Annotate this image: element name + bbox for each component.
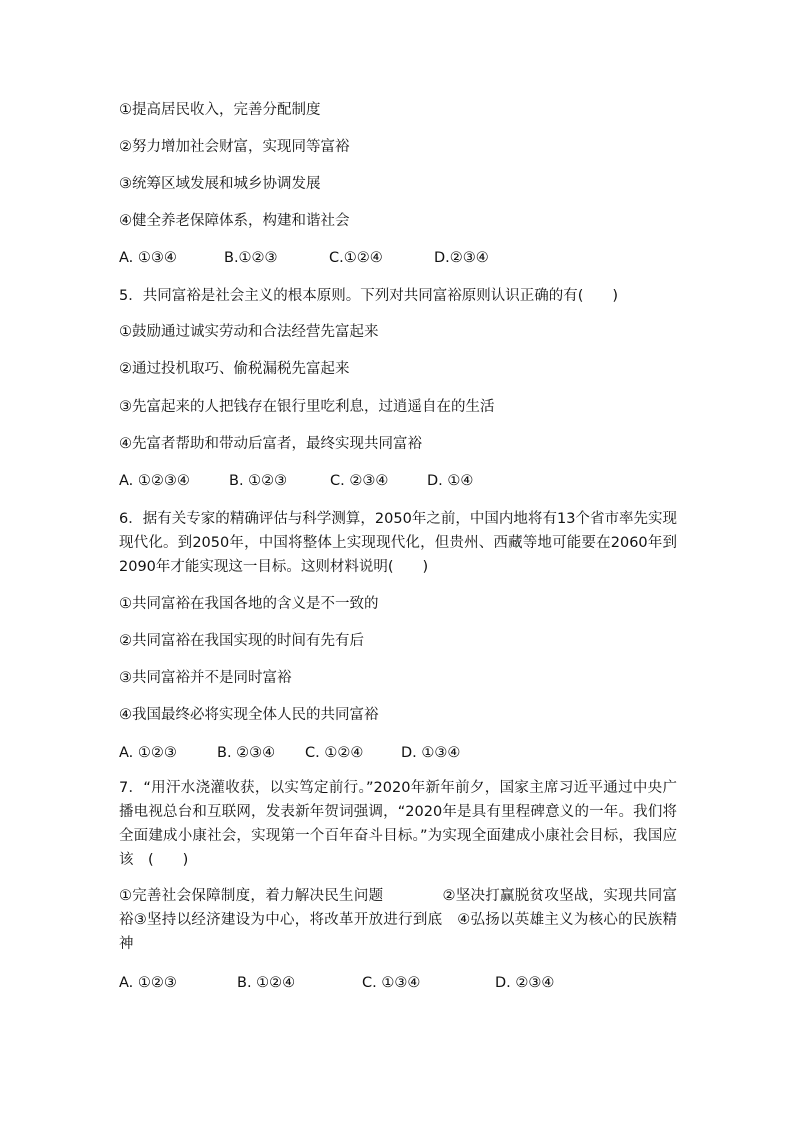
q4-item-1: ①提高居民收入，完善分配制度 [119, 102, 321, 118]
q4-option-a[interactable]: A. ①③④ [119, 250, 177, 266]
q6-item-2: ②共同富裕在我国实现的时间有先有后 [119, 633, 364, 649]
q6-item-3: ③共同富裕并不是同时富裕 [119, 670, 292, 686]
q5-item-1: ①鼓励通过诚实劳动和合法经营先富起来 [119, 324, 379, 340]
q6-option-a[interactable]: A. ①②③ [119, 745, 177, 761]
q5-option-d[interactable]: D. ①④ [427, 473, 474, 489]
q6-item-4: ④我国最终必将实现全体人民的共同富裕 [119, 707, 379, 723]
q5-option-b[interactable]: B. ①②③ [229, 473, 288, 489]
q6-option-c[interactable]: C. ①②④ [305, 745, 364, 761]
q5-stem: 5．共同富裕是社会主义的根本原则。下列对共同富裕原则认识正确的有( ) [119, 288, 619, 304]
q5-item-2: ②通过投机取巧、偷税漏税先富起来 [119, 361, 350, 377]
q4-option-c[interactable]: C.①②④ [329, 250, 383, 266]
q6-item-1: ①共同富裕在我国各地的含义是不一致的 [119, 596, 379, 612]
q4-item-2: ②努力增加社会财富，实现同等富裕 [119, 139, 350, 155]
q7-option-c[interactable]: C. ①③④ [362, 975, 421, 991]
q4-option-b[interactable]: B.①②③ [224, 250, 278, 266]
q7-stem: 7．“用汗水浇灌收获，以实笃定前行。”2020年新年前夕，国家主席习近平通过中央广播电视总台和互联网，发表新年贺词强调，“2020年是具有里程碑意义的一年。我们将全面建成小康社会，实现第一个百年奋斗目标。”为实现全面建成小康社会目标，我国应该 ( ) [119, 780, 677, 868]
q6-option-d[interactable]: D. ①③④ [401, 745, 461, 761]
q7-items: ①完善社会保障制度，着力解决民生问题 ②坚决打赢脱贫攻坚战，实现共同富裕③坚持以经济建设为中心，将改革开放进行到底 ④弘扬以英雄主义为核心的民族精神 [119, 888, 677, 952]
q6-option-b[interactable]: B. ②③④ [217, 745, 276, 761]
q7-option-a[interactable]: A. ①②③ [119, 975, 177, 991]
q4-item-4: ④健全养老保障体系，构建和谐社会 [119, 213, 350, 229]
q7-option-b[interactable]: B. ①②④ [237, 975, 296, 991]
q4-option-d[interactable]: D.②③④ [434, 250, 489, 266]
q5-item-3: ③先富起来的人把钱存在银行里吃利息，过逍遥自在的生活 [119, 399, 495, 415]
q6-stem: 6．据有关专家的精确评估与科学测算，2050年之前，中国内地将有13个省市率先实现现代化。到2050年，中国将整体上实现现代化，但贵州、西藏等地可能要在2060年到2090年才能实现这一目标。这则材料说明( ) [119, 511, 677, 575]
q5-option-c[interactable]: C. ②③④ [330, 473, 389, 489]
q4-item-3: ③统筹区域发展和城乡协调发展 [119, 176, 321, 192]
q5-option-a[interactable]: A. ①②③④ [119, 473, 190, 489]
q7-option-d[interactable]: D. ②③④ [495, 975, 555, 991]
q5-item-4: ④先富者帮助和带动后富者，最终实现共同富裕 [119, 436, 422, 452]
